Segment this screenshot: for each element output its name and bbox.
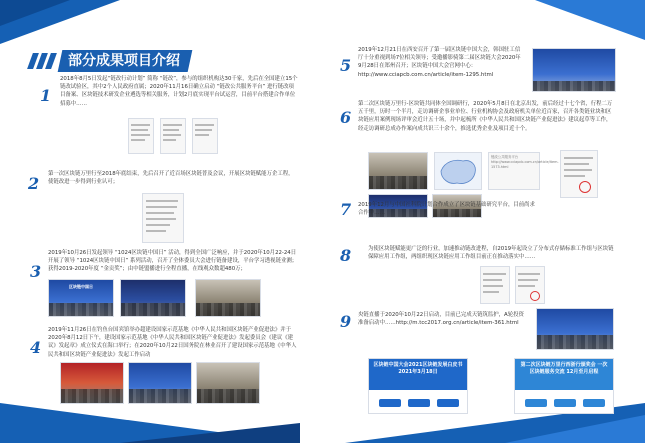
item-number-9: 9 (340, 312, 352, 331)
partner-logos-icon (379, 397, 459, 409)
poster-left (368, 358, 468, 414)
document-thumbnail-1c (192, 118, 218, 154)
item-number-1: 1 (40, 86, 52, 105)
item-number-5: 5 (340, 56, 352, 75)
certificate-document (488, 152, 559, 190)
china-map-image (434, 152, 482, 190)
item-text-4: 2019年11月26日在钓鱼台国宾馆举办超建设国家示范基地《中华人民共和国区块链产业促进法》并于 2020年8月12日下午，建设国家示范基地《中华人民共和国区块链产业促进法》发起委员会《建议《建议》发起章》成立仪式在海口举行；在2020年10月22日国务院在林业召开了建设国家示范基地《中华人民共和国区块链产业促进法》发起工作启动 (48, 327, 297, 358)
item-text-6: 第二次区块链万里行-区块链共同体全国调研行，2020年5月8日在北京出发，前后经过十七个省，行程二万五千里，历时一个半月，走访调研企事业单位、行业机构协会及政府机关单位近百家，召开各类链业块和区块链应用案例现场评审会近计五十场，并中起梳所《中华人民共和国区块链产业促进法》建议起草等工作，经走访调研总成办作案向成共识三十余个，推选优秀企业及项目近十个。 (358, 101, 613, 132)
bottom-left-triangle-decor (0, 403, 300, 443)
item-number-7: 7 (340, 200, 352, 219)
meeting-photo-4a (60, 362, 124, 404)
document-thumbnail-1a (128, 118, 154, 154)
meeting-photo-4b (128, 362, 192, 404)
poster-right (514, 358, 614, 414)
poster-left-title: 区块链中国大会2021区块链发展白皮书 2021年3月18日 (373, 362, 463, 375)
document-thumbnail-1b (160, 118, 186, 154)
poster-right-title: 第二次区块链万里行西浙行颁奖会 一次区块链服务交流 12月至月启程 (520, 362, 608, 375)
survey-photo-6a (368, 152, 428, 190)
item-number-8: 8 (340, 246, 352, 265)
item-number-6: 6 (340, 108, 352, 127)
sponsor-logos-icon (525, 397, 605, 409)
certificate-caption: 链改公共服务平台 http://www.cciapcb.com.cn/article/item-1573.html (491, 155, 559, 169)
meeting-photo-4c (196, 362, 260, 404)
item-text-7: 2019年12月与中国社科院计划合作成立了区块链基础研究平台，目前尚求合作中…… (358, 202, 535, 217)
item-text-9: 央链直播于2020年10月22日启动，目前已完成天链筑监护，A轮投资准备启动中……http://m.tcc2017.org.cn/article/item-361.html (358, 312, 524, 327)
section-title: 部分成果项目介绍 (68, 53, 180, 69)
top-left-triangle-decor (0, 0, 120, 45)
document-thumbnail-8b (515, 266, 545, 304)
conference-stage-photo (120, 279, 186, 317)
document-thumbnail-2 (142, 193, 184, 243)
item-number-4: 4 (30, 338, 42, 357)
document-thumbnail-6 (560, 150, 598, 198)
map-icon (435, 153, 483, 191)
award-photo (48, 279, 114, 317)
blockchain-conference-photo (532, 48, 616, 92)
item-number-3: 3 (30, 262, 42, 281)
item-text-8: 为使区块链赋能更广泛的行业，加速推动链改进程，自2019年起设立了分布式存储标准工作组与区块链保障应用工作组，两组织现区块链应用工作组目前正在推动落实中…… (368, 246, 614, 261)
document-thumbnail-8a (480, 266, 510, 304)
item-text-5: 2019年12月21日在西安召开了第一届区块链中国大会，韩国驻工信厅十分重视到场7位相关领导；受邀播影骑第二届区块链大会2020年9月28日在郑州召开；区块链中国大会官网中心：http://www.cciapcb.com.cn/article/item-1295.html (358, 47, 521, 78)
livestream-photo (536, 308, 614, 350)
item-text-2: 第一次区块链万里行至2018年底结束，先后召开了近百场区块链普及会议，开展区块链赋能万企工程，使链改进一步得到行业认可； (48, 171, 294, 186)
section-title-bar (26, 50, 296, 72)
item-text-1: 2018年8月5日发起“链改行动计划” 简称 “链改”，参与的组织机构达30千家，先后在全国建立15个链改试验区，其中2个人民政府直属；2020年11月16日确立启动 “链改公共服务平台” 进行链改项目备案、区块链技术研发企业遴选等相关服务，计划2月底实现平台试运营，目前平台搭建合作单位招募中…… (60, 76, 298, 107)
award-banner-text: 区块链中国日 (69, 284, 93, 289)
item-text-3: 2019年10月26日发起领导 “1024区块链中国日” 活动，得到全国广泛响应，并于2020年10月22-24日开展了领导 “1024区块链中国日” 系列活动，召开了全体委员大会进行链备建设，平台学习透视链业测；获得2019-2020年度 “金贡奖”；由中链盟播进行全程直播，在线观众数超480万； (48, 250, 298, 273)
group-photo (195, 279, 261, 317)
item-number-2: 2 (28, 174, 40, 193)
top-right-triangle-decor (535, 0, 645, 40)
